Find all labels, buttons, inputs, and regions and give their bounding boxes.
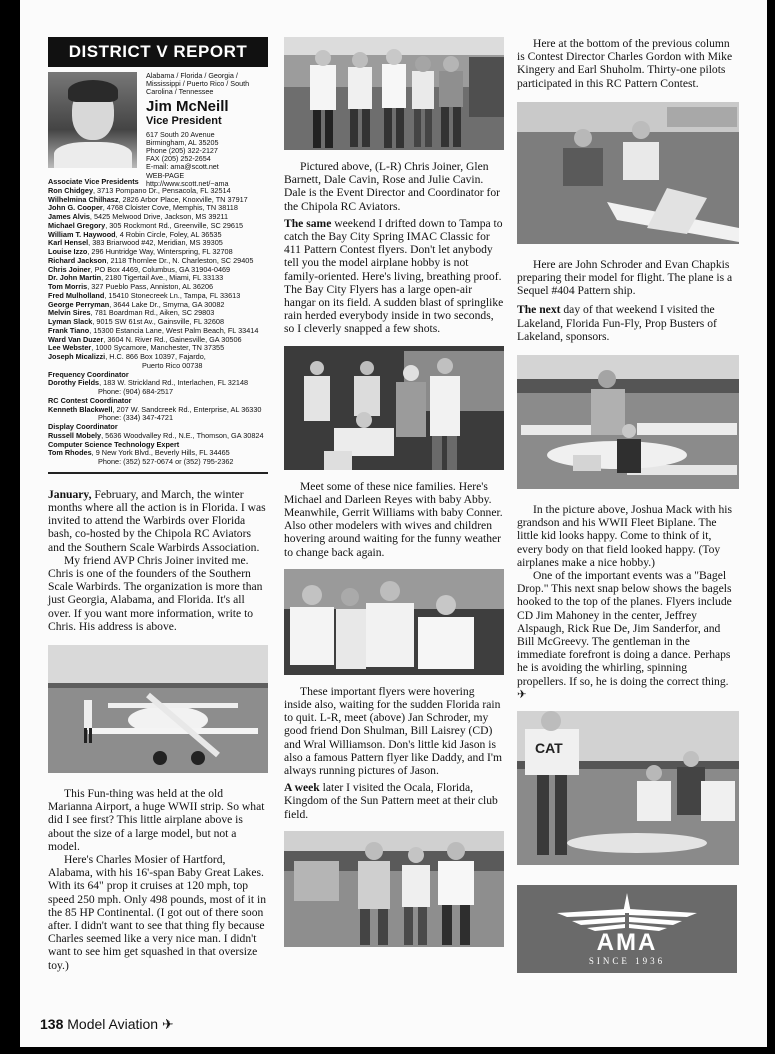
- photo-baby-great-lakes: [48, 645, 268, 773]
- photo-bagel-drop: [517, 711, 739, 865]
- avp-entry: Fred Mulholland, 15410 Stonecreek Ln., Tampa, FL 33613: [48, 290, 241, 300]
- section-divider: [48, 472, 268, 474]
- article-text: [284, 160, 504, 336]
- directory-heading: Frequency Coordinator: [48, 369, 129, 379]
- vp-states: Alabama / Florida / Georgia / Mississippi / Puerto Rico / South Carolina / Tennessee: [146, 71, 250, 97]
- directory-heading: Computer Science Technology Expert: [48, 439, 180, 449]
- directory-entry-cont: Puerto Rico 00738: [142, 360, 203, 370]
- ama-logo: [517, 885, 737, 973]
- article-text: [48, 787, 268, 972]
- photo-families-hangar: [284, 346, 504, 470]
- paragraph: One of the important events was a "Bagel Drop." This next snap below shows the bagels hooked to the top of the planes. Flyers include CD Jim Mahoney in the center, Jeffrey Alspaugh, Rick Rue De, Jim Sanderfor, and Bill McGreevy. The gentleman in the immediate forefront is doing a dance. Perhaps he is avoiding the whirling, spinning propellers. If so, he is doing the correct thing. ✈: [517, 569, 732, 701]
- column-1: [48, 37, 268, 972]
- avp-entry: Lee Webster, 1000 Sycamore, Manchester, TN 37355: [48, 343, 225, 353]
- column-2: [284, 37, 504, 947]
- vp-portrait-photo: [48, 72, 137, 168]
- avp-entry: James Alvis, 5425 Melwood Drive, Jackson, MS 39211: [48, 212, 229, 221]
- article-text: [517, 258, 739, 343]
- vp-contact-line: Phone (205) 322-2127: [146, 146, 218, 156]
- officer-directory: [48, 178, 268, 467]
- photo-fleet-biplane: [517, 355, 739, 489]
- article-text: [284, 480, 504, 559]
- ama-logo-letters: AMA: [596, 929, 658, 957]
- plane-icon: ✈: [161, 1016, 174, 1032]
- paragraph: This Fun-thing was held at the old Marianna Airport, a huge WWII strip. So what did I see first? This little airplane above is about the size of a large model, but not a model.: [48, 786, 265, 853]
- directory-heading: RC Contest Coordinator: [48, 395, 132, 405]
- avp-entry: Frank Tiano, 15300 Estancia Lane, West Palm Beach, FL 33414: [48, 325, 259, 335]
- directory-phone: Phone: (352) 527-0674 or (352) 795-2362: [98, 457, 234, 466]
- vp-contact-line: FAX (205) 252-2654: [146, 154, 211, 164]
- paragraph: Meet some of these nice families. Here's Michael and Darleen Reyes with baby Abby. Meanwhile, Gerrit Williams with baby Conner. Also other modelers with wives and children hovering around waiting for the funny weather to change back again.: [284, 479, 503, 559]
- paragraph: The same weekend I drifted down to Tampa to catch the Bay City Spring IMAC Classic for 411 Pattern Contest flyers. Don't let anybody tell you the model airplane hobby is not family-oriented. Here's living, breathing proof. The Bay City Flyers has a large open-air hangar on its field. A sudden blast of springlike rain herded everybody inside in two seconds, so I cleverly snapped a few shots.: [284, 216, 504, 336]
- page-footer: [40, 1016, 174, 1033]
- avp-entry: George Perryman, 3644 Lake Dr., Smyrna, GA 30082: [48, 299, 225, 309]
- paragraph: Here at the bottom of the previous column is Contest Director Charles Gordon with Mike Kingery and Earl Shuholm. Thirty-one pilots participated in this RC Pattern Contest.: [517, 37, 733, 90]
- avp-entry: Karl Hensel, 383 Briarwood #42, Meridian, MS 39305: [48, 238, 223, 248]
- vp-name: Jim McNeill: [146, 97, 229, 115]
- directory-entry: Tom Rhodes, 9 New York Blvd., Beverly Hills, FL 34465: [48, 448, 230, 458]
- avp-entry: Chris Joiner, PO Box 4469, Columbus, GA 31904-0469: [48, 264, 231, 274]
- avp-entry: William T. Haywood, 4 Robin Circle, Foley, AL 36535: [48, 229, 222, 239]
- avp-entry: Ward Van Duzer, 3604 N. River Rd., Gainesville, GA 30506: [48, 334, 242, 344]
- vp-contact-line: WEB-PAGE: [146, 170, 185, 180]
- avp-entry: Melvin Sires, 781 Boardman Rd., Aiken, SC 29803: [48, 308, 215, 318]
- district-banner: DISTRICT V REPORT: [48, 37, 268, 67]
- article-text: [517, 37, 739, 90]
- end-of-article-icon: ✈: [517, 687, 527, 701]
- vp-web-link[interactable]: http://www.scott.net/~ama: [146, 178, 229, 188]
- photo-chipola-group: [284, 37, 504, 150]
- directory-phone: Phone: (334) 347-4721: [98, 413, 174, 423]
- avp-entry: Richard Jackson, 2118 Thornlee Dr., N. Charleston, SC 29405: [48, 255, 254, 265]
- avp-entry: Joseph Micalizzi, H.C. 866 Box 10397, Fajardo,: [48, 352, 206, 361]
- paragraph: My friend AVP Chris Joiner invited me. Chris is one of the founders of the Southern Scale Warbirds. The organization is more than just Georgia, Alabama, and Florida. It's all over. If you want more information, write to Chris. His address is above.: [48, 553, 263, 633]
- avp-list: [48, 187, 268, 362]
- directory-entry: Dorothy Fields, 183 W. Strickland Rd., Interlachen, FL 32148: [48, 378, 249, 388]
- paragraph: The next day of that weekend I visited the Lakeland, Florida Fun-Fly, Prop Busters of Lakeland, sponsors.: [517, 303, 717, 343]
- directory-heading: Display Coordinator: [48, 422, 118, 431]
- directory-entry: Russell Mobely, 5636 Woodvalley Rd., N.E., Thomson, GA 30824: [48, 430, 264, 440]
- paragraph: Here are John Schroder and Evan Chapkis preparing their model for flight. The plane is a Sequel #404 Pattern ship.: [517, 257, 733, 298]
- paragraph: In the picture above, Joshua Mack with his grandson and his WWII Fleet Biplane. The little kid looks happy. Come to think of it, every body on that field looked happy. (Toy airplanes make a nice hobby.): [517, 503, 732, 569]
- directory-phone: Phone: (904) 684-2517: [98, 387, 174, 396]
- magazine-page: [20, 0, 767, 1047]
- paragraph: Pictured above, (L-R) Chris Joiner, Glen Barnett, Dale Cavin, Rose and Julie Cavin. Dale is the Event Director and Coordinator for the Chipola RC Aviators.: [284, 160, 501, 213]
- avp-entry: Tom Morris, 327 Pueblo Pass, Anniston, AL 36206: [48, 282, 214, 291]
- article-text: [517, 503, 739, 701]
- photo-pattern-flyers: [284, 569, 504, 675]
- vp-title: Vice President: [146, 114, 222, 127]
- column-3: [517, 37, 739, 973]
- vp-email[interactable]: E-mail: ama@scott.net: [146, 162, 219, 172]
- magazine-title: Model Aviation: [67, 1016, 159, 1032]
- avp-entry: Louise Izzo, 296 Huntridge Way, Winterspring, FL 32708: [48, 247, 233, 256]
- directory-heading: Associate Vice Presidents: [48, 177, 139, 186]
- vp-contact-line: 617 South 20 Avenue: [146, 129, 215, 139]
- photo-sequel-pattern-ship: [517, 102, 739, 244]
- vp-contact-line: Birmingham, AL 35205: [146, 137, 219, 147]
- avp-entry: Wilhelmina Chilhasz, 2826 Arbor Place, Knoxville, TN 37917: [48, 194, 248, 204]
- paragraph: Here's Charles Mosier of Hartford, Alabama, with his 16'-span Baby Great Lakes. With its 64" prop it cruises at 120 mph, top speed 250 mph. Only 498 pounds, most of it in the 85 HP Continental. (I got out of there soon after. I didn't want to see that thing fly because Charles seemed like a very nice man. I didn't want to see him get squashed in that oversize toy.): [48, 853, 267, 972]
- page-number: 138: [40, 1016, 64, 1032]
- cat-shirt-label: CAT: [535, 740, 563, 757]
- ama-logo-since: SINCE 1936: [588, 956, 666, 967]
- avp-entry: Ron Chidgey, 3713 Pompano Dr., Pensacola, FL 32514: [48, 185, 231, 195]
- photo-contest-director-group: [284, 831, 504, 947]
- vp-info: [146, 72, 270, 188]
- avp-entry: Michael Gregory, 305 Rockmont Rd., Greenville, SC 29615: [48, 220, 244, 230]
- paragraph: A week later I visited the Ocala, Florida, Kingdom of the Sun Pattern meet at their club field.: [284, 781, 498, 821]
- paragraph: January, February, and March, the winter months where all the action is in Florida. I was invited to attend the Warbirds over Florida bash, co-hosted by the Chipola RC Aviators and the Southern Scale Warbirds Association.: [48, 487, 266, 554]
- directory-entry: Kenneth Blackwell, 207 W. Sandcreek Rd., Enterprise, AL 36330: [48, 404, 262, 414]
- article-text: [284, 685, 504, 821]
- paragraph: These important flyers were hovering inside also, waiting for the sudden Florida rain to quit. L-R, meet (above) Jan Schroder, my good friend Don Shulman, Bill Laisrey (CD) and Wral Williamson. Don's little kid Jason is also a famous Pattern flyer like Daddy, and I'm always running pictures of Jason.: [284, 684, 503, 778]
- avp-entry: John G. Cooper, 4768 Cloister Cove, Memphis, TN 38118: [48, 203, 238, 213]
- avp-entry: Dr. John Martin, 2180 Tigertail Ave., Miami, FL 33133: [48, 273, 224, 283]
- avp-entry: Lyman Slack, 9015 SW 61st Av., Gainsville, FL 32608: [48, 317, 225, 326]
- article-text: [48, 488, 268, 633]
